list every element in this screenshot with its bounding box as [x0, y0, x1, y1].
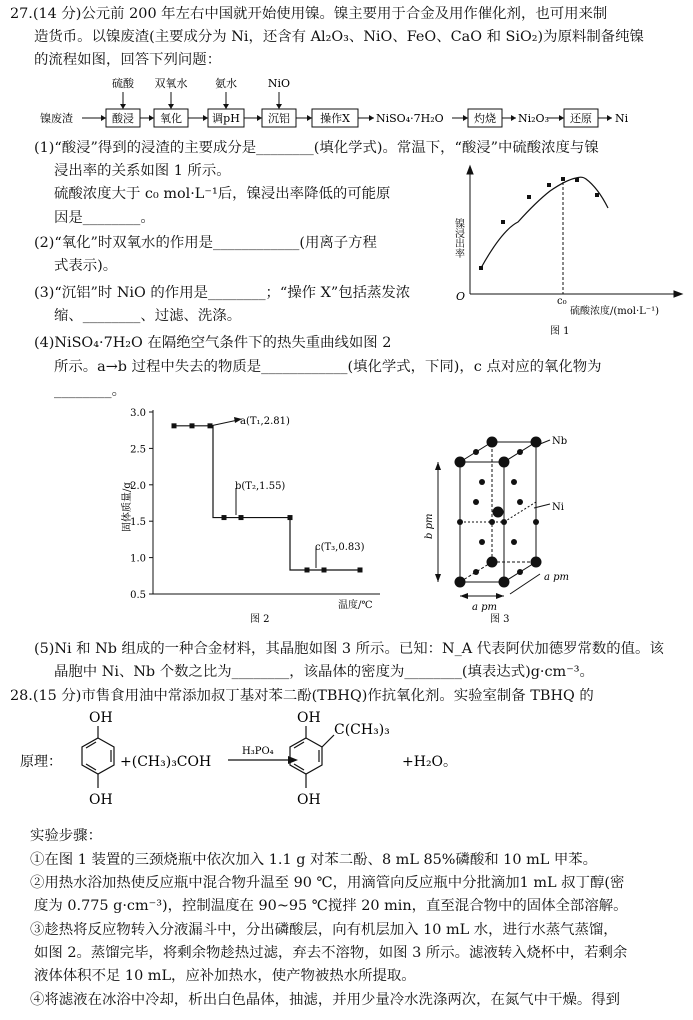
product-oh-top: OH — [297, 710, 321, 726]
reactant-oh-top: OH — [89, 710, 113, 726]
q28-step-2-cont: 度为 0.775 g·cm⁻³)，控制温度在 90~95 ℃搅拌 20 min，直至混合物中的固体全部溶解。 — [34, 898, 628, 914]
figure-2-chart — [110, 402, 395, 624]
q28-step-4: ④将滤液在冰浴中冷却，析出白色晶体，抽滤，并用少量冷水洗涤两次，在氮气中干燥。得到 — [30, 992, 621, 1008]
q27-p2-line-2: 式表示)。 — [54, 258, 118, 274]
water-product: +H₂O。 — [402, 754, 458, 770]
catalyst-label: H₃PO₄ — [242, 746, 274, 757]
fig2-ytick-label: 3.0 — [130, 408, 146, 419]
flow-step-4: 沉铝 — [268, 112, 290, 125]
fig2-data-point — [239, 515, 244, 520]
q27-intro-line-1: 27.(14 分)公元前 200 年左右中国就开始使用镍。镍主要用于合金及用作催化剂，也可用来制 — [10, 6, 608, 22]
fig1-ylabel: 镍浸出率 — [452, 218, 464, 258]
fig2-data-point — [288, 515, 293, 520]
flow-step-2: 氧化 — [160, 112, 182, 125]
flow-reagent-1: 硫酸 — [112, 77, 134, 90]
fig3-a-label-1: a pm — [472, 602, 498, 613]
q27-p4-line-3: ________。 — [54, 383, 126, 399]
figure-1-chart — [450, 164, 690, 344]
fig2-ytick-label: 2.0 — [130, 480, 146, 492]
fig2-data-point — [322, 567, 327, 572]
fig3-caption: 图 3 — [490, 614, 510, 624]
flow-step-7: 还原 — [570, 112, 592, 125]
fig2-caption: 图 2 — [250, 614, 270, 624]
principle-label: 原理： — [20, 754, 62, 770]
process-flowchart — [40, 74, 690, 134]
q28-step-3: ③趁热将反应物转入分液漏斗中，分出磷酸层，向有机层加入 10 mL 水，进行水蒸气蒸馏， — [30, 922, 618, 938]
flow-reagent-2: 双氧水 — [154, 77, 188, 90]
product-oh-bottom: OH — [297, 792, 321, 808]
flow-reagent-3: 氨水 — [215, 77, 237, 90]
q27-p3-line-2: 缩、________、过滤、洗涤。 — [54, 308, 242, 324]
product-substituent: C(CH₃)₃ — [334, 722, 390, 738]
flow-step-1: 酸浸 — [112, 112, 134, 125]
q27-p5-line-1: (5)Ni 和 Nb 组成的一种合金材料，其晶胞如图 3 所示。已知：N_A 代表阿伏加德罗常数的值。该 — [34, 641, 664, 657]
fig3-nb-label: Nb — [552, 436, 568, 447]
fig1-xlabel: 硫酸浓度/(mol·L⁻¹) — [570, 306, 659, 317]
flow-step-6: 灼烧 — [474, 112, 496, 125]
fig2-data-point — [222, 515, 227, 520]
q28-step-1: ①在图 1 装置的三颈烧瓶中依次加入 1.1 g 对苯二酚、8 mL 85%磷酸和 10 mL 甲苯。 — [30, 852, 598, 868]
q28-steps-title: 实验步骤： — [30, 828, 102, 844]
fig2-label-b: b(T₂,1.55) — [235, 481, 286, 492]
fig2-ytick-label: 0.5 — [130, 590, 146, 601]
tbhq-reaction-scheme — [20, 708, 680, 820]
flow-intermediate-2: Ni₂O₃ — [518, 112, 549, 125]
fig3-b-label: b pm — [424, 513, 435, 539]
fig2-ytick-label: 1.5 — [130, 517, 146, 529]
q27-p4-line-2: 所示。a→b 过程中失去的物质是____________(填化学式，下同)，c 点对应的氧化物为 — [54, 359, 602, 375]
q27-p1-line-2: 浸出率的关系如图 1 所示。 — [54, 163, 231, 179]
fig2-ytick-label: 1.0 — [130, 553, 146, 565]
flow-reagent-4: NiO — [267, 77, 291, 90]
q27-p1-line-1: (1)“酸浸”得到的浸渣的主要成分是________(填化学式)。常温下，“酸浸”中硫酸浓度与镍 — [34, 140, 599, 156]
q27-p1-line-3: 硫酸浓度大于 c₀ mol·L⁻¹后，镍浸出率降低的可能原 — [54, 186, 391, 202]
q27-intro-line-2: 造货币。以镍废渣(主要成分为 Ni，还含有 Al₂O₃、NiO、FeO、CaO 和 SiO₂)为原料制备纯镍 — [34, 29, 644, 45]
flow-start: 镍废渣 — [40, 112, 73, 125]
fig1-caption: 图 1 — [550, 326, 570, 337]
flow-end: Ni — [615, 112, 629, 125]
fig2-label-a: a(T₁,2.81) — [240, 416, 290, 427]
q28-intro: 28.(15 分)市售食用油中常添加叔丁基对苯二酚(TBHQ)作抗氧化剂。实验室制备 TBHQ 的 — [10, 688, 594, 704]
tbutanol-reagent: +(CH₃)₃COH — [120, 754, 212, 770]
flow-step-5: 操作X — [320, 112, 350, 125]
q27-intro-line-3: 的流程如图，回答下列问题： — [34, 52, 222, 68]
fig2-label-c: c(T₃,0.83) — [315, 542, 365, 553]
fig2-data-point — [305, 567, 310, 572]
fig2-data-point — [358, 567, 363, 572]
flow-intermediate: NiSO₄·7H₂O — [376, 112, 444, 125]
fig2-ytick-label: 2.5 — [130, 444, 146, 456]
fig3-ni-label: Ni — [552, 502, 564, 513]
fig1-origin: O — [456, 290, 466, 303]
q27-p2-line-1: (2)“氧化”时双氧水的作用是____________(用离子方程 — [34, 235, 377, 251]
flow-step-3: 调pH — [212, 112, 240, 125]
fig2-ylabel: 固体质量/g — [122, 482, 133, 532]
fig1-c0-tick: c₀ — [557, 296, 567, 307]
reactant-oh-bottom: OH — [89, 792, 113, 808]
q27-p1-line-4: 因是________。 — [54, 210, 155, 226]
q27-p5-line-2: 晶胞中 Ni、Nb 个数之比为________，该晶体的密度为________(填表达式)g·cm⁻³。 — [54, 664, 594, 680]
q27-p3-line-1: (3)“沉铝”时 NiO 的作用是________；“操作 X”包括蒸发浓 — [34, 285, 411, 301]
fig2-xlabel: 温度/℃ — [338, 600, 373, 611]
q27-p4-line-1: (4)NiSO₄·7H₂O 在隔绝空气条件下的热失重曲线如图 2 — [34, 335, 392, 351]
fig2-data-point — [172, 423, 177, 428]
figure-3-crystal-cell — [420, 424, 600, 624]
q28-step-3-cont-1: 如图 2。蒸馏完毕，将剩余物趁热过滤，弃去不溶物，如图 3 所示。滤液转入烧杯中，若剩余 — [34, 945, 628, 961]
q28-step-2: ②用热水浴加热使反应瓶中混合物升温至 90 ℃，用滴管向反应瓶中分批滴加1 mL 叔丁醇(密 — [30, 875, 625, 891]
fig2-data-point — [190, 423, 195, 428]
fig3-a-label-2: a pm — [544, 572, 570, 583]
q28-step-3-cont-2: 液体体积不足 10 mL，应补加热水，使产物被热水所提取。 — [34, 968, 416, 984]
